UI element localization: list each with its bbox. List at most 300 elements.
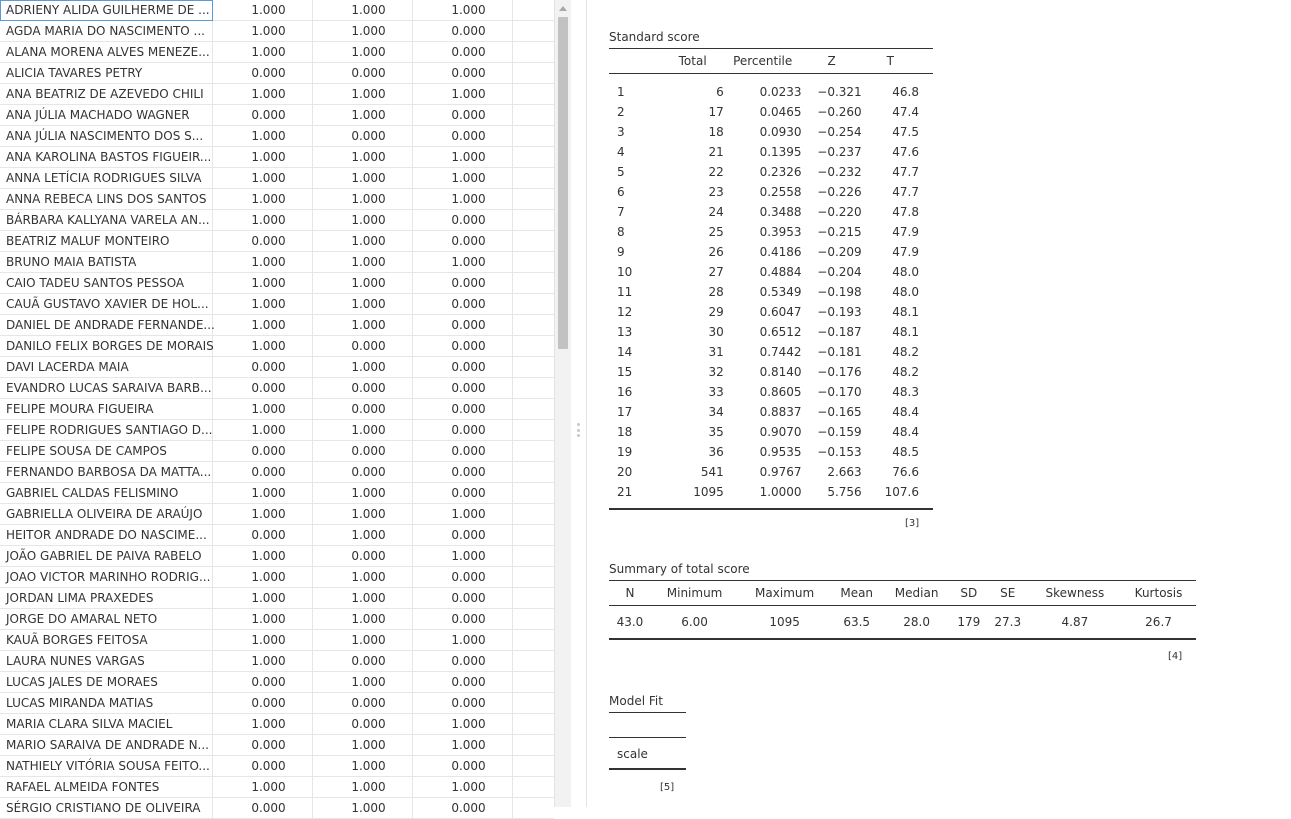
total-value: 1095 <box>693 485 724 499</box>
name-cell[interactable]: DANILO FELIX BORGES DE MORAIS <box>0 336 213 357</box>
name-cell[interactable]: MARIO SARAIVA DE ANDRADE N... <box>0 735 213 756</box>
value-cell-3[interactable]: 1.000 <box>413 777 513 798</box>
value-cell-2[interactable]: 1.000 <box>313 252 413 273</box>
value-cell-3[interactable]: 1.000 <box>413 168 513 189</box>
name-cell[interactable]: JOÃO GABRIEL DE PAIVA RABELO <box>0 546 213 567</box>
name-cell[interactable]: JORDAN LIMA PRAXEDES <box>0 588 213 609</box>
empty-cell[interactable] <box>513 462 554 483</box>
value-cell-1[interactable]: 1.000 <box>213 84 313 105</box>
spreadsheet-row[interactable] <box>0 567 554 588</box>
spreadsheet-row[interactable] <box>0 693 554 714</box>
value-cell-2[interactable]: 1.000 <box>313 756 413 777</box>
value-cell-3[interactable]: 0.000 <box>413 420 513 441</box>
spreadsheet-row[interactable] <box>0 441 554 462</box>
value-cell-1[interactable]: 1.000 <box>213 42 313 63</box>
z-value: −0.226 <box>817 185 862 199</box>
row-index: 4 <box>617 145 625 159</box>
spreadsheet-row[interactable] <box>0 315 554 336</box>
value-cell-1[interactable]: 1.000 <box>213 567 313 588</box>
empty-cell[interactable] <box>513 273 554 294</box>
spreadsheet-row[interactable] <box>0 357 554 378</box>
value-cell-3[interactable]: 0.000 <box>413 756 513 777</box>
name-cell[interactable]: ANA JÚLIA NASCIMENTO DOS S... <box>0 126 213 147</box>
standard-score-row <box>609 322 933 342</box>
value-cell-1[interactable]: 1.000 <box>213 714 313 735</box>
value-cell-3[interactable]: 0.000 <box>413 441 513 462</box>
spreadsheet-row[interactable] <box>0 126 554 147</box>
row-index: 8 <box>617 225 625 239</box>
name-cell[interactable]: SÉRGIO CRISTIANO DE OLIVEIRA <box>0 798 213 819</box>
name-cell[interactable]: BEATRIZ MALUF MONTEIRO <box>0 231 213 252</box>
row-index: 13 <box>617 325 633 339</box>
value-cell-2[interactable]: 1.000 <box>313 168 413 189</box>
percentile-value: 0.5349 <box>759 285 802 299</box>
empty-cell[interactable] <box>513 777 554 798</box>
value-cell-1[interactable]: 1.000 <box>213 294 313 315</box>
name-cell[interactable]: CAIO TADEU SANTOS PESSOA <box>0 273 213 294</box>
value-cell-1[interactable]: 0.000 <box>213 693 313 714</box>
spreadsheet-row[interactable] <box>0 336 554 357</box>
spreadsheet-row[interactable] <box>0 147 554 168</box>
percentile-value: 0.0465 <box>759 105 802 119</box>
spreadsheet-row[interactable] <box>0 609 554 630</box>
empty-cell[interactable] <box>513 105 554 126</box>
value-cell-2[interactable]: 0.000 <box>313 441 413 462</box>
value-cell-2[interactable]: 0.000 <box>313 126 413 147</box>
summary-header-cell: Minimum <box>666 586 723 600</box>
spreadsheet-row[interactable] <box>0 588 554 609</box>
percentile-value: 0.3953 <box>759 225 802 239</box>
spreadsheet-row[interactable] <box>0 42 554 63</box>
value-cell-1[interactable]: 0.000 <box>213 63 313 84</box>
value-cell-2[interactable]: 1.000 <box>313 798 413 819</box>
row-index: 11 <box>617 285 633 299</box>
value-cell-3[interactable]: 1.000 <box>413 630 513 651</box>
name-cell[interactable]: ANNA REBECA LINS DOS SANTOS <box>0 189 213 210</box>
spreadsheet-row[interactable] <box>0 651 554 672</box>
empty-cell[interactable] <box>513 42 554 63</box>
summary-title: Summary of total score <box>609 562 750 576</box>
t-value: 47.7 <box>892 165 919 179</box>
row-index: 7 <box>617 205 625 219</box>
value-cell-2[interactable]: 0.000 <box>313 693 413 714</box>
value-cell-3[interactable]: 1.000 <box>413 84 513 105</box>
value-cell-1[interactable]: 0.000 <box>213 735 313 756</box>
spreadsheet-row[interactable] <box>0 756 554 777</box>
value-cell-3[interactable]: 0.000 <box>413 210 513 231</box>
empty-cell[interactable] <box>513 357 554 378</box>
value-cell-1[interactable]: 1.000 <box>213 252 313 273</box>
value-cell-3[interactable]: 0.000 <box>413 105 513 126</box>
percentile-value: 0.2558 <box>759 185 802 199</box>
value-cell-2[interactable]: 1.000 <box>313 147 413 168</box>
empty-cell[interactable] <box>513 84 554 105</box>
spreadsheet-row[interactable] <box>0 378 554 399</box>
spreadsheet-row[interactable] <box>0 525 554 546</box>
empty-cell[interactable] <box>513 483 554 504</box>
name-cell[interactable]: NATHIELY VITÓRIA SOUSA FEITO... <box>0 756 213 777</box>
value-cell-1[interactable]: 0.000 <box>213 231 313 252</box>
total-value: 29 <box>708 305 724 319</box>
spreadsheet-row[interactable] <box>0 210 554 231</box>
value-cell-2[interactable]: 0.000 <box>313 462 413 483</box>
value-cell-2[interactable]: 0.000 <box>313 336 413 357</box>
z-value: −0.176 <box>817 365 862 379</box>
value-cell-3[interactable]: 1.000 <box>413 147 513 168</box>
row-index: 14 <box>617 345 633 359</box>
empty-cell[interactable] <box>513 399 554 420</box>
name-cell[interactable]: CAUÃ GUSTAVO XAVIER DE HOL... <box>0 294 213 315</box>
name-cell[interactable]: ANA KAROLINA BASTOS FIGUEIR... <box>0 147 213 168</box>
empty-cell[interactable] <box>513 252 554 273</box>
data-spreadsheet[interactable] <box>0 0 554 815</box>
value-cell-1[interactable]: 1.000 <box>213 168 313 189</box>
empty-cell[interactable] <box>513 189 554 210</box>
value-cell-2[interactable]: 1.000 <box>313 672 413 693</box>
standard-score-row <box>609 282 933 302</box>
empty-cell[interactable] <box>513 168 554 189</box>
name-cell[interactable]: GABRIEL CALDAS FELISMINO <box>0 483 213 504</box>
value-cell-2[interactable]: 1.000 <box>313 588 413 609</box>
name-cell[interactable]: EVANDRO LUCAS SARAIVA BARB... <box>0 378 213 399</box>
value-cell-2[interactable]: 1.000 <box>313 357 413 378</box>
row-index: 12 <box>617 305 633 319</box>
z-value: −0.254 <box>817 125 862 139</box>
name-cell[interactable]: JOAO VICTOR MARINHO RODRIG... <box>0 567 213 588</box>
value-cell-3[interactable]: 0.000 <box>413 672 513 693</box>
empty-cell[interactable] <box>513 210 554 231</box>
total-value: 23 <box>708 185 724 199</box>
value-cell-3[interactable]: 1.000 <box>413 735 513 756</box>
value-cell-3[interactable]: 1.000 <box>413 714 513 735</box>
name-cell[interactable]: KAUÃ BORGES FEITOSA <box>0 630 213 651</box>
percentile-value: 0.0233 <box>759 85 802 99</box>
percentile-value: 1.0000 <box>759 485 802 499</box>
name-cell[interactable]: HEITOR ANDRADE DO NASCIME... <box>0 525 213 546</box>
spreadsheet-row[interactable] <box>0 462 554 483</box>
value-cell-2[interactable]: 1.000 <box>313 189 413 210</box>
percentile-value: 0.4884 <box>759 265 802 279</box>
value-cell-1[interactable]: 1.000 <box>213 315 313 336</box>
value-cell-3[interactable]: 1.000 <box>413 504 513 525</box>
spreadsheet-row[interactable] <box>0 21 554 42</box>
value-cell-3[interactable]: 0.000 <box>413 462 513 483</box>
empty-cell[interactable] <box>513 693 554 714</box>
value-cell-1[interactable]: 1.000 <box>213 336 313 357</box>
value-cell-1[interactable]: 1.000 <box>213 483 313 504</box>
value-cell-2[interactable]: 1.000 <box>313 294 413 315</box>
spreadsheet-row[interactable] <box>0 294 554 315</box>
name-cell[interactable]: ANA BEATRIZ DE AZEVEDO CHILI <box>0 84 213 105</box>
value-cell-2[interactable]: 0.000 <box>313 63 413 84</box>
value-cell-3[interactable]: 0.000 <box>413 231 513 252</box>
empty-cell[interactable] <box>513 0 554 21</box>
value-cell-2[interactable]: 1.000 <box>313 525 413 546</box>
name-cell[interactable]: ANNA LETÍCIA RODRIGUES SILVA <box>0 168 213 189</box>
value-cell-2[interactable]: 1.000 <box>313 210 413 231</box>
spreadsheet-row[interactable] <box>0 189 554 210</box>
empty-cell[interactable] <box>513 231 554 252</box>
spreadsheet-row[interactable] <box>0 798 554 819</box>
value-cell-3[interactable]: 0.000 <box>413 315 513 336</box>
scroll-up-arrow-icon[interactable] <box>559 6 567 11</box>
name-cell[interactable]: FELIPE MOURA FIGUEIRA <box>0 399 213 420</box>
name-cell[interactable]: ADRIENY ALIDA GUILHERME DE ... <box>0 0 213 21</box>
value-cell-1[interactable]: 1.000 <box>213 210 313 231</box>
empty-cell[interactable] <box>513 588 554 609</box>
value-cell-1[interactable]: 1.000 <box>213 273 313 294</box>
percentile-header: Percentile <box>733 54 793 68</box>
value-cell-1[interactable]: 1.000 <box>213 546 313 567</box>
value-cell-1[interactable]: 1.000 <box>213 189 313 210</box>
value-cell-2[interactable]: 1.000 <box>313 777 413 798</box>
name-cell[interactable]: DANIEL DE ANDRADE FERNANDE... <box>0 315 213 336</box>
total-value: 34 <box>708 405 724 419</box>
empty-cell[interactable] <box>513 378 554 399</box>
total-value: 36 <box>708 445 724 459</box>
value-cell-2[interactable]: 1.000 <box>313 21 413 42</box>
total-value: 21 <box>708 145 724 159</box>
value-cell-3[interactable]: 0.000 <box>413 693 513 714</box>
name-cell[interactable]: FELIPE SOUSA DE CAMPOS <box>0 441 213 462</box>
standard-score-row <box>609 402 933 422</box>
total-value: 25 <box>708 225 724 239</box>
value-cell-2[interactable]: 0.000 <box>313 399 413 420</box>
spreadsheet-row[interactable] <box>0 504 554 525</box>
standard-score-row <box>609 482 933 509</box>
percentile-value: 0.1395 <box>759 145 802 159</box>
value-cell-3[interactable]: 0.000 <box>413 525 513 546</box>
scrollbar-thumb[interactable] <box>558 17 568 349</box>
row-index: 10 <box>617 265 633 279</box>
value-cell-1[interactable]: 0.000 <box>213 105 313 126</box>
name-cell[interactable]: MARIA CLARA SILVA MACIEL <box>0 714 213 735</box>
value-cell-3[interactable]: 0.000 <box>413 273 513 294</box>
value-cell-1[interactable]: 0.000 <box>213 525 313 546</box>
summary-header-cell: Median <box>894 586 939 600</box>
panel-splitter[interactable] <box>571 0 587 807</box>
value-cell-1[interactable]: 0.000 <box>213 378 313 399</box>
empty-cell[interactable] <box>513 567 554 588</box>
value-cell-2[interactable]: 1.000 <box>313 84 413 105</box>
z-value: −0.215 <box>817 225 862 239</box>
value-cell-3[interactable]: 0.000 <box>413 378 513 399</box>
empty-cell[interactable] <box>513 651 554 672</box>
empty-cell[interactable] <box>513 630 554 651</box>
spreadsheet-row[interactable] <box>0 672 554 693</box>
value-cell-3[interactable]: 0.000 <box>413 63 513 84</box>
spreadsheet-row[interactable] <box>0 714 554 735</box>
value-cell-3[interactable]: 0.000 <box>413 336 513 357</box>
name-cell[interactable]: FELIPE RODRIGUES SANTIAGO D... <box>0 420 213 441</box>
empty-cell[interactable] <box>513 126 554 147</box>
value-cell-3[interactable]: 0.000 <box>413 567 513 588</box>
spreadsheet-row[interactable] <box>0 735 554 756</box>
z-value: 2.663 <box>827 465 862 479</box>
value-cell-1[interactable]: 1.000 <box>213 609 313 630</box>
name-cell[interactable]: BRUNO MAIA BATISTA <box>0 252 213 273</box>
value-cell-1[interactable]: 1.000 <box>213 651 313 672</box>
value-cell-1[interactable]: 0.000 <box>213 357 313 378</box>
value-cell-1[interactable]: 0.000 <box>213 462 313 483</box>
name-cell[interactable]: GABRIELLA OLIVEIRA DE ARAÚJO <box>0 504 213 525</box>
summary-value-cell: 43.0 <box>616 615 644 629</box>
empty-cell[interactable] <box>513 525 554 546</box>
empty-cell[interactable] <box>513 420 554 441</box>
standard-score-row <box>609 422 933 442</box>
spreadsheet-row[interactable] <box>0 105 554 126</box>
value-cell-2[interactable]: 1.000 <box>313 231 413 252</box>
name-cell[interactable]: ANA JÚLIA MACHADO WAGNER <box>0 105 213 126</box>
value-cell-3[interactable]: 1.000 <box>413 252 513 273</box>
empty-cell[interactable] <box>513 798 554 819</box>
value-cell-1[interactable]: 1.000 <box>213 126 313 147</box>
value-cell-1[interactable]: 1.000 <box>213 777 313 798</box>
spreadsheet-row[interactable] <box>0 168 554 189</box>
value-cell-2[interactable]: 0.000 <box>313 651 413 672</box>
standard-score-row <box>609 162 933 182</box>
total-value: 6 <box>716 85 724 99</box>
empty-cell[interactable] <box>513 735 554 756</box>
name-cell[interactable]: ALANA MORENA ALVES MENEZE... <box>0 42 213 63</box>
name-cell[interactable]: JORGE DO AMARAL NETO <box>0 609 213 630</box>
percentile-value: 0.0930 <box>759 125 802 139</box>
value-cell-3[interactable]: 1.000 <box>413 189 513 210</box>
spreadsheet-row[interactable] <box>0 84 554 105</box>
value-cell-2[interactable]: 1.000 <box>313 273 413 294</box>
spreadsheet-row[interactable] <box>0 63 554 84</box>
standard-score-row <box>609 462 933 482</box>
spreadsheet-row[interactable] <box>0 483 554 504</box>
value-cell-2[interactable]: 1.000 <box>313 609 413 630</box>
summary-value-cell: 179 <box>957 615 981 629</box>
spreadsheet-row[interactable] <box>0 420 554 441</box>
total-value: 27 <box>708 265 724 279</box>
value-cell-2[interactable]: 0.000 <box>313 378 413 399</box>
value-cell-3[interactable]: 0.000 <box>413 126 513 147</box>
z-value: −0.220 <box>817 205 862 219</box>
empty-cell[interactable] <box>513 609 554 630</box>
spreadsheet-row[interactable] <box>0 231 554 252</box>
value-cell-1[interactable]: 1.000 <box>213 147 313 168</box>
name-cell[interactable]: ALICIA TAVARES PETRY <box>0 63 213 84</box>
value-cell-3[interactable]: 1.000 <box>413 0 513 21</box>
value-cell-2[interactable]: 1.000 <box>313 42 413 63</box>
value-cell-3[interactable]: 0.000 <box>413 609 513 630</box>
empty-cell[interactable] <box>513 714 554 735</box>
value-cell-1[interactable]: 1.000 <box>213 21 313 42</box>
empty-cell[interactable] <box>513 504 554 525</box>
empty-cell[interactable] <box>513 441 554 462</box>
value-cell-3[interactable]: 0.000 <box>413 294 513 315</box>
empty-cell[interactable] <box>513 315 554 336</box>
value-cell-2[interactable]: 1.000 <box>313 105 413 126</box>
percentile-value: 0.4186 <box>759 245 802 259</box>
name-cell[interactable]: LUCAS MIRANDA MATIAS <box>0 693 213 714</box>
value-cell-3[interactable]: 1.000 <box>413 546 513 567</box>
spreadsheet-row[interactable] <box>0 546 554 567</box>
name-cell[interactable]: RAFAEL ALMEIDA FONTES <box>0 777 213 798</box>
value-cell-3[interactable]: 0.000 <box>413 399 513 420</box>
empty-cell[interactable] <box>513 147 554 168</box>
empty-cell[interactable] <box>513 756 554 777</box>
empty-cell[interactable] <box>513 546 554 567</box>
spreadsheet-row[interactable] <box>0 252 554 273</box>
empty-cell[interactable] <box>513 336 554 357</box>
empty-cell[interactable] <box>513 63 554 84</box>
value-cell-1[interactable]: 1.000 <box>213 420 313 441</box>
value-cell-2[interactable]: 1.000 <box>313 483 413 504</box>
value-cell-1[interactable]: 1.000 <box>213 0 313 21</box>
name-cell[interactable]: DAVI LACERDA MAIA <box>0 357 213 378</box>
name-cell[interactable]: AGDA MARIA DO NASCIMENTO ... <box>0 21 213 42</box>
value-cell-3[interactable]: 0.000 <box>413 42 513 63</box>
name-cell[interactable]: BÁRBARA KALLYANA VARELA AN... <box>0 210 213 231</box>
percentile-value: 0.9767 <box>759 465 802 479</box>
value-cell-2[interactable]: 1.000 <box>313 735 413 756</box>
value-cell-3[interactable]: 0.000 <box>413 651 513 672</box>
standard-score-row <box>609 362 933 382</box>
summary-value-row <box>609 606 1196 640</box>
value-cell-1[interactable]: 1.000 <box>213 399 313 420</box>
value-cell-3[interactable]: 0.000 <box>413 798 513 819</box>
spreadsheet-row[interactable] <box>0 630 554 651</box>
value-cell-2[interactable]: 1.000 <box>313 567 413 588</box>
row-index: 20 <box>617 465 633 479</box>
standard-score-row <box>609 202 933 222</box>
percentile-value: 0.8140 <box>759 365 802 379</box>
value-cell-3[interactable]: 0.000 <box>413 357 513 378</box>
name-cell[interactable]: FERNANDO BARBOSA DA MATTA... <box>0 462 213 483</box>
t-value: 47.9 <box>892 225 919 239</box>
value-cell-3[interactable]: 0.000 <box>413 21 513 42</box>
spreadsheet-row[interactable] <box>0 777 554 798</box>
value-cell-3[interactable]: 0.000 <box>413 483 513 504</box>
value-cell-1[interactable]: 1.000 <box>213 630 313 651</box>
name-cell[interactable]: LUCAS JALES DE MORAES <box>0 672 213 693</box>
value-cell-2[interactable]: 1.000 <box>313 630 413 651</box>
value-cell-3[interactable]: 0.000 <box>413 588 513 609</box>
spreadsheet-row[interactable] <box>0 399 554 420</box>
value-cell-2[interactable]: 1.000 <box>313 504 413 525</box>
value-cell-2[interactable]: 1.000 <box>313 315 413 336</box>
value-cell-2[interactable]: 1.000 <box>313 0 413 21</box>
value-cell-1[interactable]: 0.000 <box>213 672 313 693</box>
name-cell[interactable]: LAURA NUNES VARGAS <box>0 651 213 672</box>
spreadsheet-row[interactable] <box>0 0 554 21</box>
value-cell-1[interactable]: 0.000 <box>213 798 313 819</box>
value-cell-2[interactable]: 0.000 <box>313 714 413 735</box>
standard-score-row <box>609 74 933 103</box>
t-value: 47.5 <box>892 125 919 139</box>
total-value: 18 <box>708 125 724 139</box>
value-cell-1[interactable]: 1.000 <box>213 504 313 525</box>
value-cell-2[interactable]: 1.000 <box>313 420 413 441</box>
total-value: 17 <box>708 105 724 119</box>
value-cell-2[interactable]: 0.000 <box>313 546 413 567</box>
value-cell-1[interactable]: 0.000 <box>213 441 313 462</box>
drag-handle-icon[interactable] <box>577 423 580 437</box>
z-value: −0.159 <box>817 425 862 439</box>
empty-cell[interactable] <box>513 21 554 42</box>
empty-cell[interactable] <box>513 294 554 315</box>
empty-cell[interactable] <box>513 672 554 693</box>
vertical-scrollbar[interactable] <box>554 0 571 807</box>
value-cell-1[interactable]: 1.000 <box>213 588 313 609</box>
spreadsheet-row[interactable] <box>0 273 554 294</box>
row-index: 15 <box>617 365 633 379</box>
value-cell-1[interactable]: 0.000 <box>213 756 313 777</box>
